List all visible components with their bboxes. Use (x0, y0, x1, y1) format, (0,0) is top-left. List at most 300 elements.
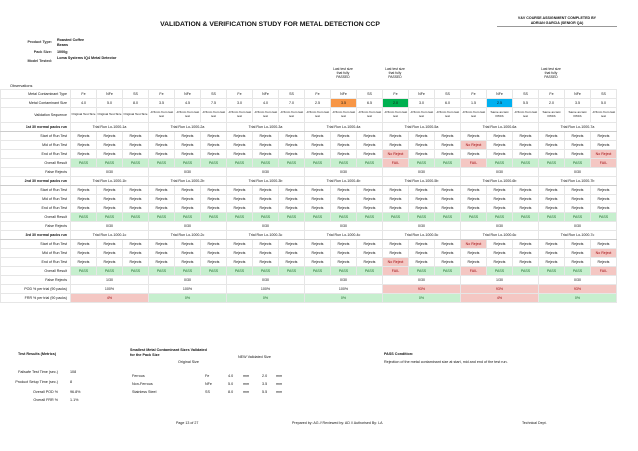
test-result: Rejects (331, 249, 357, 258)
overall-result: PASS (279, 213, 305, 222)
trial-run-name: Trial Run Lo-1000-3c (227, 231, 305, 240)
contaminant-size: 3.5 (565, 99, 591, 108)
trial-3-mid-row-label: Mid of Run Test (1, 249, 71, 258)
contaminant-type: NFe (97, 90, 123, 99)
smallest-orig: 8.0 (228, 390, 234, 394)
test-result: Rejects (487, 150, 513, 159)
contaminant-size: 5.5 (513, 99, 539, 108)
overall-result: PASS (175, 213, 201, 222)
test-result: Rejects (487, 141, 513, 150)
contaminant-type: NFe (331, 90, 357, 99)
test-result: Rejects (97, 141, 123, 150)
contaminant-size: 5.0 (591, 99, 617, 108)
test-result: Rejects (201, 141, 227, 150)
test-result: Rejects (539, 141, 565, 150)
sequence-cell: -0.5mm from last test (383, 108, 409, 123)
test-result: Rejects (513, 240, 539, 249)
test-result: Rejects (71, 204, 97, 213)
overall-result: PASS (201, 267, 227, 276)
trial-3-end-row-label: End of Run Test (1, 258, 71, 267)
false-reject-count: 0/30 (383, 276, 461, 285)
test-result: Rejects (149, 141, 175, 150)
overall-result: PASS (253, 267, 279, 276)
size-row-label: Metal Contaminant Size (1, 99, 71, 108)
overall-result: PASS (123, 267, 149, 276)
test-result: Rejects (435, 141, 461, 150)
test-result: Rejects (201, 204, 227, 213)
contaminant-type: NFe (409, 90, 435, 99)
trial-3-overall-row-label: Overall Result (1, 267, 71, 276)
test-result: Rejects (279, 249, 305, 258)
test-result: Rejects (227, 141, 253, 150)
overall-result: PASS (591, 213, 617, 222)
metric-label: Failsafe Test Time (sec.) (18, 370, 58, 374)
test-result: Rejects (461, 204, 487, 213)
sequence-cell: -0.5mm from last test (253, 108, 279, 123)
test-result: Rejects (461, 150, 487, 159)
trial-1-end-row (1, 150, 617, 159)
test-result: Rejects (227, 249, 253, 258)
smallest-orig: 4.0 (228, 374, 234, 378)
sequence-cell: -0.5mm from last test (461, 108, 487, 123)
test-result: Rejects (487, 132, 513, 141)
test-result: Rejects (253, 240, 279, 249)
overall-result: PASS (435, 213, 461, 222)
test-result: Rejects (435, 150, 461, 159)
smallest-name: Stainless Steel (132, 390, 157, 394)
false-reject-count: 0/30 (227, 168, 305, 177)
test-result: Rejects (539, 249, 565, 258)
metric-label: Product Setup Time (sec.) (15, 380, 58, 384)
test-result: Rejects (591, 195, 617, 204)
test-result: Rejects (149, 132, 175, 141)
contaminant-size: 4.5 (175, 99, 201, 108)
page-number: Page 13 of 27 (176, 421, 199, 425)
smallest-unit1: mm (243, 382, 250, 386)
test-result: Rejects (357, 258, 383, 267)
trial-3-false-rejects-row-label: False Rejects (1, 276, 71, 285)
false-reject-count: 0/30 (383, 222, 461, 231)
contaminant-size: 7.0 (279, 99, 305, 108)
test-result: Rejects (513, 195, 539, 204)
test-result: Rejects (305, 141, 331, 150)
smallest-new: 5.5 (262, 390, 268, 394)
contaminant-size: 8.0 (123, 99, 149, 108)
trial-2-overall-row (1, 213, 617, 222)
sequence-cell: -0.5mm from last test (591, 108, 617, 123)
false-reject-count: 0/30 (71, 222, 149, 231)
trial-2-end-row-label: End of Run Test (1, 204, 71, 213)
test-result: Rejects (305, 240, 331, 249)
trial-2-mid-row (1, 195, 617, 204)
type-row-label: Metal Contaminant Type (1, 90, 71, 99)
test-result: Rejects (383, 204, 409, 213)
test-result: Rejects (487, 204, 513, 213)
product-info (0, 38, 200, 64)
overall-result: PASS (305, 159, 331, 168)
test-result: Rejects (487, 186, 513, 195)
overall-result: PASS (71, 213, 97, 222)
pod-value: 100% (149, 285, 227, 294)
results-grid (0, 89, 617, 303)
contaminant-size: 2.5 (305, 99, 331, 108)
false-reject-count: 0/30 (71, 168, 149, 177)
pass-condition-text: Rejection of the metal contaminant size at start, mid and end of the test run. (384, 360, 508, 364)
trial-1-false-rejects-row-label: False Rejects (1, 168, 71, 177)
test-result: Rejects (149, 186, 175, 195)
contaminant-size: 3.5 (149, 99, 175, 108)
trial-1-end-row-label: End of Run Test (1, 150, 71, 159)
pod-row-label: POD % per trial (90 packs) (1, 285, 71, 294)
overall-result: PASS (227, 159, 253, 168)
contaminant-size: 2.5 (487, 99, 513, 108)
sequence-cell: -0.5mm from last test (513, 108, 539, 123)
frr-value: 0% (305, 294, 383, 303)
trial-2-mid-row-label: Mid of Run Test (1, 195, 71, 204)
test-result: Rejects (435, 204, 461, 213)
metric-label: Overall POD % (33, 390, 58, 394)
trial-run-name: Trial Run Lo-1000-4c (305, 231, 383, 240)
signoff: Prepared by: AG // Reviewed by: AD // Authorised By: LA (292, 421, 383, 425)
trial-run-name: Trial Run Lo-1000-5a (383, 123, 461, 132)
test-result: Rejects (461, 195, 487, 204)
smallest-unit2: mm (276, 374, 283, 378)
contaminant-type: SS (201, 90, 227, 99)
test-result: Rejects (149, 204, 175, 213)
test-result: Rejects (305, 195, 331, 204)
contaminant-type: Fe (539, 90, 565, 99)
overall-result: PASS (409, 213, 435, 222)
overall-result: FAIL (591, 159, 617, 168)
sequence-cell: -0.5mm from last test (175, 108, 201, 123)
pod-value: 93% (539, 285, 617, 294)
contaminant-type: SS (279, 90, 305, 99)
contaminant-size: 3.5 (331, 99, 357, 108)
test-result: Rejects (175, 141, 201, 150)
test-result: Rejects (123, 150, 149, 159)
product-type-label: Product Type: (27, 40, 52, 44)
overall-result: PASS (565, 267, 591, 276)
test-result: Rejects (305, 204, 331, 213)
sequence-cell: -0.5mm from last test (409, 108, 435, 123)
test-result: Rejects (409, 132, 435, 141)
test-result: Rejects (123, 186, 149, 195)
sequence-cell: Original Test Size (123, 108, 149, 123)
overall-result: PASS (253, 159, 279, 168)
overall-result: PASS (435, 159, 461, 168)
smallest-orig: 5.0 (228, 382, 234, 386)
test-result: Rejects (591, 186, 617, 195)
smallest-name: Ferrous (132, 374, 145, 378)
pack-size-label: Pack Size: (33, 50, 52, 54)
trial-run-name: Trial Run Lo-1000-7b (539, 177, 617, 186)
trial-2-start-row-label: Start of Run Test (1, 186, 71, 195)
overall-result: PASS (279, 267, 305, 276)
test-result: Rejects (279, 195, 305, 204)
overall-result: PASS (513, 213, 539, 222)
false-reject-count: 1/30 (461, 276, 539, 285)
trial-1-header-label: 1st 30 normal packs run (1, 123, 71, 132)
test-result: Rejects (227, 240, 253, 249)
sequence-cell: Original Test Size (97, 108, 123, 123)
test-result: Rejects (305, 132, 331, 141)
pod-value: 100% (71, 285, 149, 294)
overall-result: PASS (409, 159, 435, 168)
test-result: Rejects (331, 132, 357, 141)
test-result: Rejects (461, 186, 487, 195)
trial-1-mid-row-label: Mid of Run Test (1, 141, 71, 150)
test-result: Rejects (175, 195, 201, 204)
test-result: No Reject (591, 249, 617, 258)
test-result: Rejects (591, 258, 617, 267)
frr-value: 4% (461, 294, 539, 303)
overall-result: PASS (149, 267, 175, 276)
test-result: Rejects (591, 240, 617, 249)
size-note: Last test size that fully PASSED (385, 67, 405, 79)
frr-row (1, 294, 617, 303)
test-result: Rejects (253, 249, 279, 258)
trial-1-mid-row (1, 141, 617, 150)
test-result: Rejects (383, 195, 409, 204)
test-result: Rejects (409, 249, 435, 258)
sequence-cell: -0.5mm from last test (357, 108, 383, 123)
test-result: Rejects (305, 186, 331, 195)
test-result: Rejects (201, 240, 227, 249)
pod-row (1, 285, 617, 294)
contaminant-type: NFe (253, 90, 279, 99)
overall-result: PASS (487, 267, 513, 276)
contaminant-size: 6.5 (357, 99, 383, 108)
test-result: Rejects (227, 186, 253, 195)
test-result: Rejects (279, 150, 305, 159)
test-result: Rejects (175, 204, 201, 213)
test-result: Rejects (513, 132, 539, 141)
false-reject-count: 0/30 (227, 222, 305, 231)
test-result: Rejects (357, 240, 383, 249)
contaminant-type: Fe (383, 90, 409, 99)
test-result: Rejects (71, 240, 97, 249)
test-result: Rejects (539, 258, 565, 267)
test-result: Rejects (409, 240, 435, 249)
test-result: Rejects (487, 258, 513, 267)
test-result: Rejects (539, 150, 565, 159)
overall-result: PASS (331, 159, 357, 168)
false-reject-count: 0/30 (539, 168, 617, 177)
contaminant-type: Fe (227, 90, 253, 99)
test-result: Rejects (435, 258, 461, 267)
overall-result: PASS (305, 213, 331, 222)
test-result: Rejects (97, 240, 123, 249)
overall-result: PASS (357, 159, 383, 168)
overall-result: FAIL (383, 267, 409, 276)
test-result: Rejects (71, 249, 97, 258)
contaminant-size: 4.0 (253, 99, 279, 108)
test-result: Rejects (201, 195, 227, 204)
test-result: Rejects (565, 141, 591, 150)
overall-result: PASS (123, 213, 149, 222)
test-result: No Reject (591, 150, 617, 159)
test-result: Rejects (565, 204, 591, 213)
overall-result: PASS (227, 213, 253, 222)
test-result: Rejects (253, 186, 279, 195)
contaminant-size: 6.0 (435, 99, 461, 108)
false-reject-count: 0/30 (227, 276, 305, 285)
trial-run-name: Trial Run Lo-1000-2c (149, 231, 227, 240)
trial-1-header (1, 123, 617, 132)
trial-2-false-rejects-row-label: False Rejects (1, 222, 71, 231)
test-result: Rejects (123, 204, 149, 213)
test-result: Rejects (123, 240, 149, 249)
test-result: Rejects (305, 150, 331, 159)
test-result: Rejects (461, 132, 487, 141)
metric-value: 8 (70, 380, 73, 384)
test-result: Rejects (331, 240, 357, 249)
trial-run-name: Trial Run Lo-1000-6c (461, 231, 539, 240)
test-result: Rejects (227, 204, 253, 213)
test-result: Rejects (149, 240, 175, 249)
trial-run-name: Trial Run Lo-1000-1b (71, 177, 149, 186)
overall-result: PASS (97, 267, 123, 276)
smallest-name: Non-Ferrous (132, 382, 153, 386)
size-note: Last test size that fully PASSED (541, 67, 561, 79)
contaminant-type: SS (591, 90, 617, 99)
frr-row-label: FRR % per trial (90 packs) (1, 294, 71, 303)
pod-value: 93% (383, 285, 461, 294)
test-result: Rejects (71, 150, 97, 159)
trial-run-name: Trial Run Lo-1000-5b (383, 177, 461, 186)
test-result: Rejects (97, 204, 123, 213)
pod-value: 93% (461, 285, 539, 294)
test-result: Rejects (149, 195, 175, 204)
smallest-unit2: mm (276, 382, 283, 386)
test-result: Rejects (539, 132, 565, 141)
smallest-new: 2.0 (262, 374, 268, 378)
trial-run-name: Trial Run Lo-1000-2a (149, 123, 227, 132)
smallest-abbr: Fe (205, 374, 210, 378)
test-result: Rejects (253, 204, 279, 213)
product-type-value: Roasted Coffee Beans (57, 38, 85, 47)
trial-run-name: Trial Run Lo-1000-2b (149, 177, 227, 186)
sequence-cell: Same as last PASS (487, 108, 513, 123)
overall-result: PASS (487, 159, 513, 168)
sequence-row-label: Validation Sequence (1, 108, 71, 123)
contaminant-type: NFe (487, 90, 513, 99)
test-result: Rejects (539, 195, 565, 204)
test-result: Rejects (227, 195, 253, 204)
contaminant-type: SS (357, 90, 383, 99)
overall-result: PASS (97, 159, 123, 168)
test-result: Rejects (227, 258, 253, 267)
test-result: Rejects (409, 186, 435, 195)
sequence-cell: -0.5mm from last test (279, 108, 305, 123)
test-results-heading: Test Results (Metrics) (18, 352, 57, 356)
test-result: Rejects (97, 150, 123, 159)
test-result: Rejects (435, 132, 461, 141)
contaminant-type: SS (513, 90, 539, 99)
type-row (1, 90, 617, 99)
trial-run-name: Trial Run Lo-1000-1c (71, 231, 149, 240)
test-result: Rejects (357, 150, 383, 159)
false-reject-count: 0/30 (149, 276, 227, 285)
contaminant-type: Fe (305, 90, 331, 99)
test-result: Rejects (331, 141, 357, 150)
contaminant-type: NFe (175, 90, 201, 99)
trial-2-header (1, 177, 617, 186)
false-reject-count: 0/30 (305, 222, 383, 231)
overall-result: PASS (409, 267, 435, 276)
contaminant-type: Fe (149, 90, 175, 99)
test-result: Rejects (279, 204, 305, 213)
metric-label: Overall FRR % (33, 398, 58, 402)
smallest-unit1: mm (243, 390, 250, 394)
overall-result: PASS (331, 267, 357, 276)
contaminant-type: Fe (461, 90, 487, 99)
overall-result: PASS (149, 213, 175, 222)
contaminant-size: 3.0 (227, 99, 253, 108)
test-result: Rejects (513, 249, 539, 258)
false-reject-count: 0/30 (149, 222, 227, 231)
test-result: Rejects (253, 141, 279, 150)
overall-result: PASS (201, 159, 227, 168)
test-result: Rejects (461, 249, 487, 258)
test-result: Rejects (253, 195, 279, 204)
trial-run-name: Trial Run Lo-1000-7a (539, 123, 617, 132)
overall-result: PASS (201, 213, 227, 222)
contaminant-type: Fe (71, 90, 97, 99)
test-result: Rejects (565, 186, 591, 195)
overall-result: PASS (357, 213, 383, 222)
test-result: Rejects (97, 258, 123, 267)
test-result: Rejects (279, 141, 305, 150)
test-result: Rejects (487, 240, 513, 249)
test-result: Rejects (175, 132, 201, 141)
test-result: Rejects (383, 240, 409, 249)
test-result: Rejects (357, 204, 383, 213)
original-size-header: Original Size (178, 360, 199, 364)
department: Technical Dept. (522, 421, 547, 425)
test-result: Rejects (513, 204, 539, 213)
overall-result: PASS (383, 213, 409, 222)
test-result: Rejects (565, 249, 591, 258)
test-result: No Reject (461, 141, 487, 150)
overall-result: PASS (175, 159, 201, 168)
trial-2-end-row (1, 204, 617, 213)
contaminant-size: 2.0 (539, 99, 565, 108)
test-result: Rejects (175, 186, 201, 195)
contaminant-size: 2.0 (383, 99, 409, 108)
test-result: Rejects (513, 258, 539, 267)
trial-run-name: Trial Run Lo-1000-4b (305, 177, 383, 186)
sequence-cell: -0.5mm from last test (201, 108, 227, 123)
test-result: Rejects (383, 132, 409, 141)
frr-value: 4% (71, 294, 149, 303)
test-result: Rejects (149, 150, 175, 159)
test-result: Rejects (97, 186, 123, 195)
pass-condition-heading: PASS Condition: (384, 352, 414, 356)
test-result: Rejects (513, 141, 539, 150)
test-result: Rejects (253, 150, 279, 159)
test-result: Rejects (539, 186, 565, 195)
contaminant-size: 5.0 (97, 99, 123, 108)
overall-result: PASS (357, 267, 383, 276)
test-result: Rejects (227, 150, 253, 159)
false-reject-count: 0/30 (461, 222, 539, 231)
trial-3-false-rejects-row (1, 276, 617, 285)
false-reject-count: 0/30 (461, 168, 539, 177)
trial-1-false-rejects-row (1, 168, 617, 177)
overall-result: PASS (253, 213, 279, 222)
trial-2-false-rejects-row (1, 222, 617, 231)
